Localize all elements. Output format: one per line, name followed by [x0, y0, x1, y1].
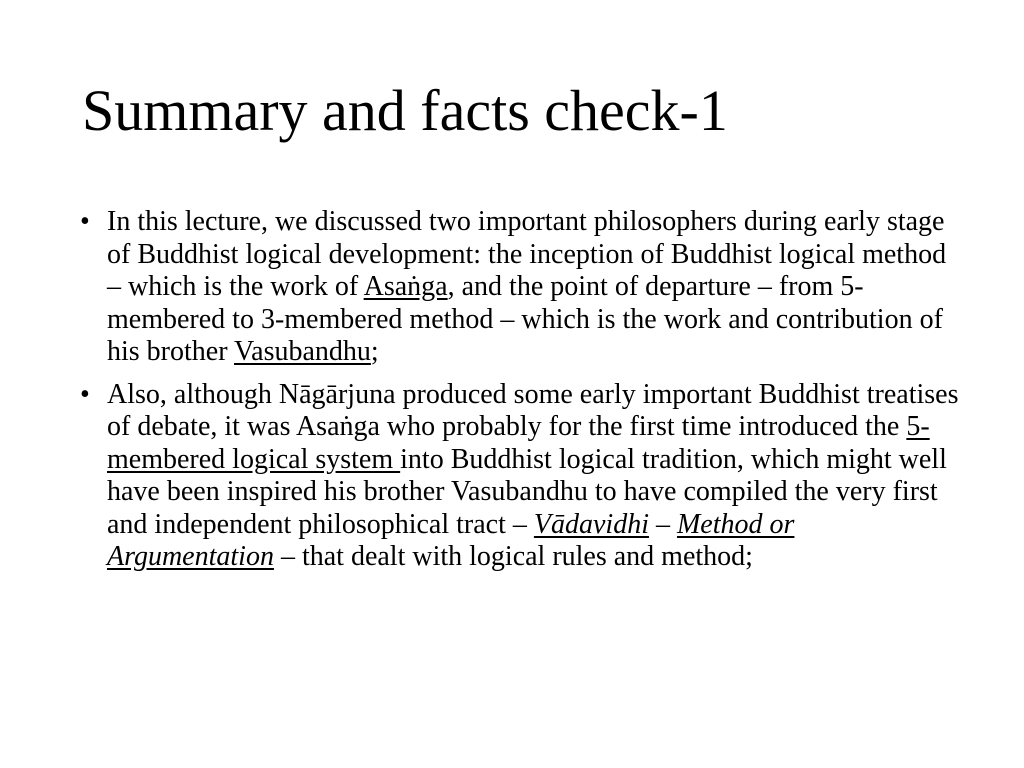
bullet-text: – that dealt with logical rules and method; — [273, 541, 753, 572]
bullet-text: – — [648, 508, 677, 540]
bullet-list — [80, 206, 960, 584]
term-vadavidhi: Vādavidhi — [533, 508, 649, 540]
term-vasubandhu: Vasubandhu — [234, 336, 371, 367]
term-5-membered-logical-system: 5-membered logical system — [107, 411, 930, 475]
bullet-text: In this lecture, we discussed two important philosophers during early stage of Buddhist logical development: the inception of Buddhist logical method – which is the work of — [107, 206, 947, 302]
bullet-text: , and the point of departure – from 5-membered to 3-membered method – which is the work and contribution of his brother — [107, 271, 943, 367]
bullet-point-icon: • — [80, 378, 90, 410]
bullet-text: ; — [370, 336, 379, 367]
bullet-item — [80, 206, 960, 369]
term-method-or-argumentation: Method or Argumentation — [107, 508, 795, 572]
bullet-text: into Buddhist logical tradition, which might well have been inspired his brother Vasubandhu to have compiled the very first and independent philosophical tract – — [107, 443, 947, 540]
slide-title: Summary and facts check-1 — [82, 78, 728, 143]
bullet-point-icon: • — [80, 206, 90, 237]
term-asanga: Asaṅga — [363, 271, 448, 302]
bullet-item — [80, 379, 960, 574]
bullet-text: Also, although Nāgārjuna produced some early important Buddhist treatises of debate, it was Asaṅga who probably for the first time introduced the — [107, 378, 959, 442]
